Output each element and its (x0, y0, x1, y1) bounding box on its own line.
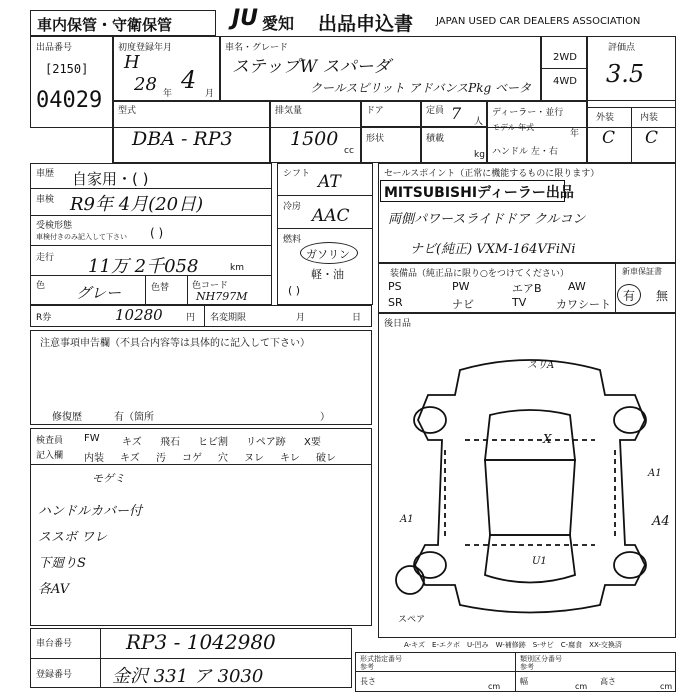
capacity-label: 定員 (426, 106, 445, 116)
equipment-item: カワシート (556, 298, 611, 311)
drive-2wd: 2WD (553, 52, 577, 63)
height-label: 高さ (600, 677, 616, 686)
displacement-label: 排気量 (275, 106, 303, 116)
recycle-fee: 10280 (115, 306, 163, 324)
recycle-label: R券 (36, 313, 52, 323)
storage-badge: 車内保管・守衛保管 (37, 16, 173, 34)
inspector-check-item: FW (84, 433, 100, 444)
mileage: 11万 2千058 (88, 256, 199, 277)
interior-check-item: キレ (280, 453, 300, 464)
equipment-item: PS (388, 280, 402, 293)
equipment-item: エアB (512, 282, 542, 295)
inspector-note: ハンドルカバー付 (38, 504, 143, 519)
notes-label: 注意事項申告欄（不具合内容等は具体的に記入して下さい） (40, 338, 310, 349)
chassis-number: RP3 - 1042980 (126, 630, 276, 654)
damage-mark-front: スリA (527, 360, 555, 371)
inspection-type-label: 受検形態 (36, 221, 73, 231)
inspection-label: 車検 (36, 195, 55, 205)
mileage-label: 走行 (36, 253, 55, 263)
inspector-check-item: リペア跡 (246, 437, 286, 448)
model-type: DBA - RP3 (132, 128, 233, 150)
interior-check-item: ヌレ (244, 453, 264, 464)
handle-label: ハンドル 左・右 (492, 147, 558, 157)
sales-point-line2: ナビ(純正) VXM-164VFiNi (410, 242, 576, 257)
later-items-label: 後日品 (384, 319, 412, 329)
color-value: グレー (76, 284, 122, 302)
lot-sub-number: [2150] (45, 62, 89, 76)
damage-mark-left: A1 (400, 514, 414, 525)
inspector-check-item: 飛石 (160, 437, 180, 448)
model-name-line2: クールスピリット アドバンスPkg ベータ (310, 81, 531, 95)
doors-label: ドア (366, 106, 384, 116)
model-year-label: モデル 年式 (492, 123, 535, 132)
category-label: 類別区分番号 (520, 655, 562, 663)
registration-month: 4 (181, 66, 197, 94)
inspection-expiry: R9年 4月(20日) (70, 194, 204, 215)
interior-check-item: 穴 (218, 453, 228, 464)
interior-check-item: 内装 (84, 453, 104, 464)
model-name-label: 車名・グレード (225, 43, 289, 53)
exterior-grade: C (602, 128, 616, 148)
interior-check-item: 汚 (156, 453, 166, 464)
color-code-label: 色コード (192, 281, 229, 291)
color-label: 色 (36, 281, 46, 291)
interior-check-item: コゲ (182, 453, 202, 464)
capacity: 7 (451, 104, 462, 123)
history-label: 車歴 (36, 169, 55, 179)
warranty-yes: 有 (623, 289, 636, 303)
warranty-no: 無 (656, 289, 669, 303)
inspector-small-note: モゲミ (92, 472, 125, 485)
damage-mark-right: A1 (648, 468, 662, 479)
form-title: 出品申込書 (318, 13, 414, 35)
equipment-item: TV (512, 296, 527, 309)
plate-label: 登録番号 (36, 670, 73, 680)
drive-4wd: 4WD (553, 76, 577, 87)
ju-logo: JU (232, 6, 259, 31)
lot-label: 出品番号 (36, 43, 73, 53)
registration-label: 初度登録年月 (118, 43, 173, 53)
inspector-check-item: ヒビ割 (198, 437, 228, 448)
length-label: 長さ (360, 677, 376, 686)
exterior-label: 外装 (596, 113, 615, 123)
sales-points-label: セールスポイント（正常に機能するものに限ります） (384, 169, 600, 179)
registration-era: H (124, 52, 140, 73)
equipment-item: SR (388, 296, 403, 309)
rating-label: 評価点 (608, 43, 636, 53)
repair-history-value: 有（箇所 (114, 412, 154, 423)
interior-grade: C (645, 128, 659, 148)
plate-number: 金沢 331 ア 3030 (112, 666, 264, 687)
inspector-note: 各AV (38, 582, 70, 597)
damage-mark-right-rear: A4 (652, 514, 670, 529)
dealer-stamp: MITSUBISHIディーラー出品 (384, 185, 574, 201)
width-label: 幅 (520, 677, 528, 686)
dealer-label: ディーラー・並行 (492, 108, 564, 118)
storage-badge-box (30, 10, 216, 36)
car-diagram (390, 340, 670, 630)
inspector-check-item: X要 (304, 437, 321, 448)
lot-number: 04029 (36, 88, 103, 113)
equipment-item: ナビ (452, 298, 474, 311)
type-spec-label: 形式指定番号 (360, 655, 402, 663)
fuel-diesel: 軽・油 (311, 268, 344, 281)
title-change-label: 名変期限 (210, 313, 247, 323)
ac-label: 冷房 (283, 202, 302, 212)
color-change-label: 色替 (151, 283, 170, 293)
rating-score: 3.5 (606, 60, 645, 88)
spare-label: スペア (398, 615, 426, 625)
inspector-note: ススボ ワレ (38, 530, 108, 545)
chassis-label: 車台番号 (36, 639, 73, 649)
loading-label: 積載 (426, 134, 445, 144)
damage-mark-rear: U1 (532, 556, 547, 567)
interior-check-item: キズ (120, 453, 140, 464)
shift-label: シフト (283, 169, 311, 179)
damage-mark-roof: X (543, 432, 552, 446)
model-name-line1: ステップW スパーダ (232, 57, 391, 77)
ac-value: AAC (312, 206, 350, 226)
fuel-gas: ガソリン (306, 248, 350, 261)
equipment-item: AW (568, 280, 586, 293)
repair-history-label: 修復歴 (52, 412, 82, 423)
equipment-item: PW (452, 280, 470, 293)
shape-label: 形状 (366, 134, 385, 144)
displacement: 1500 (290, 128, 339, 150)
fuel-label: 燃料 (283, 235, 302, 245)
equipment-label: 装備品（純正品に限り○をつけてください） (390, 269, 569, 279)
inspector-note: 下廻りS (38, 556, 86, 571)
form-title-en: JAPAN USED CAR DEALERS ASSOCIATION (436, 16, 641, 27)
color-code: NH797M (196, 290, 248, 303)
inspector-label: 検査員 (36, 436, 64, 446)
history-value: 自家用・( ) (72, 170, 149, 188)
registration-year: 28 (134, 74, 157, 95)
sales-point-line1: 両側パワースライドドア クルコン (388, 212, 586, 227)
interior-check-item: 破レ (316, 453, 336, 464)
inspector-check-item: キズ (122, 437, 142, 448)
damage-legend: A-キズ E-エクボ U-凹み W-補修跡 S-サビ C-腐食 XX-交換済 (404, 641, 622, 649)
shift-value: AT (318, 172, 341, 192)
recycle-row (30, 305, 372, 327)
logo-region: 愛知 (262, 14, 295, 33)
type-label: 型式 (118, 106, 137, 116)
warranty-label: 新車保証書 (622, 267, 662, 276)
interior-label: 内装 (640, 113, 659, 123)
